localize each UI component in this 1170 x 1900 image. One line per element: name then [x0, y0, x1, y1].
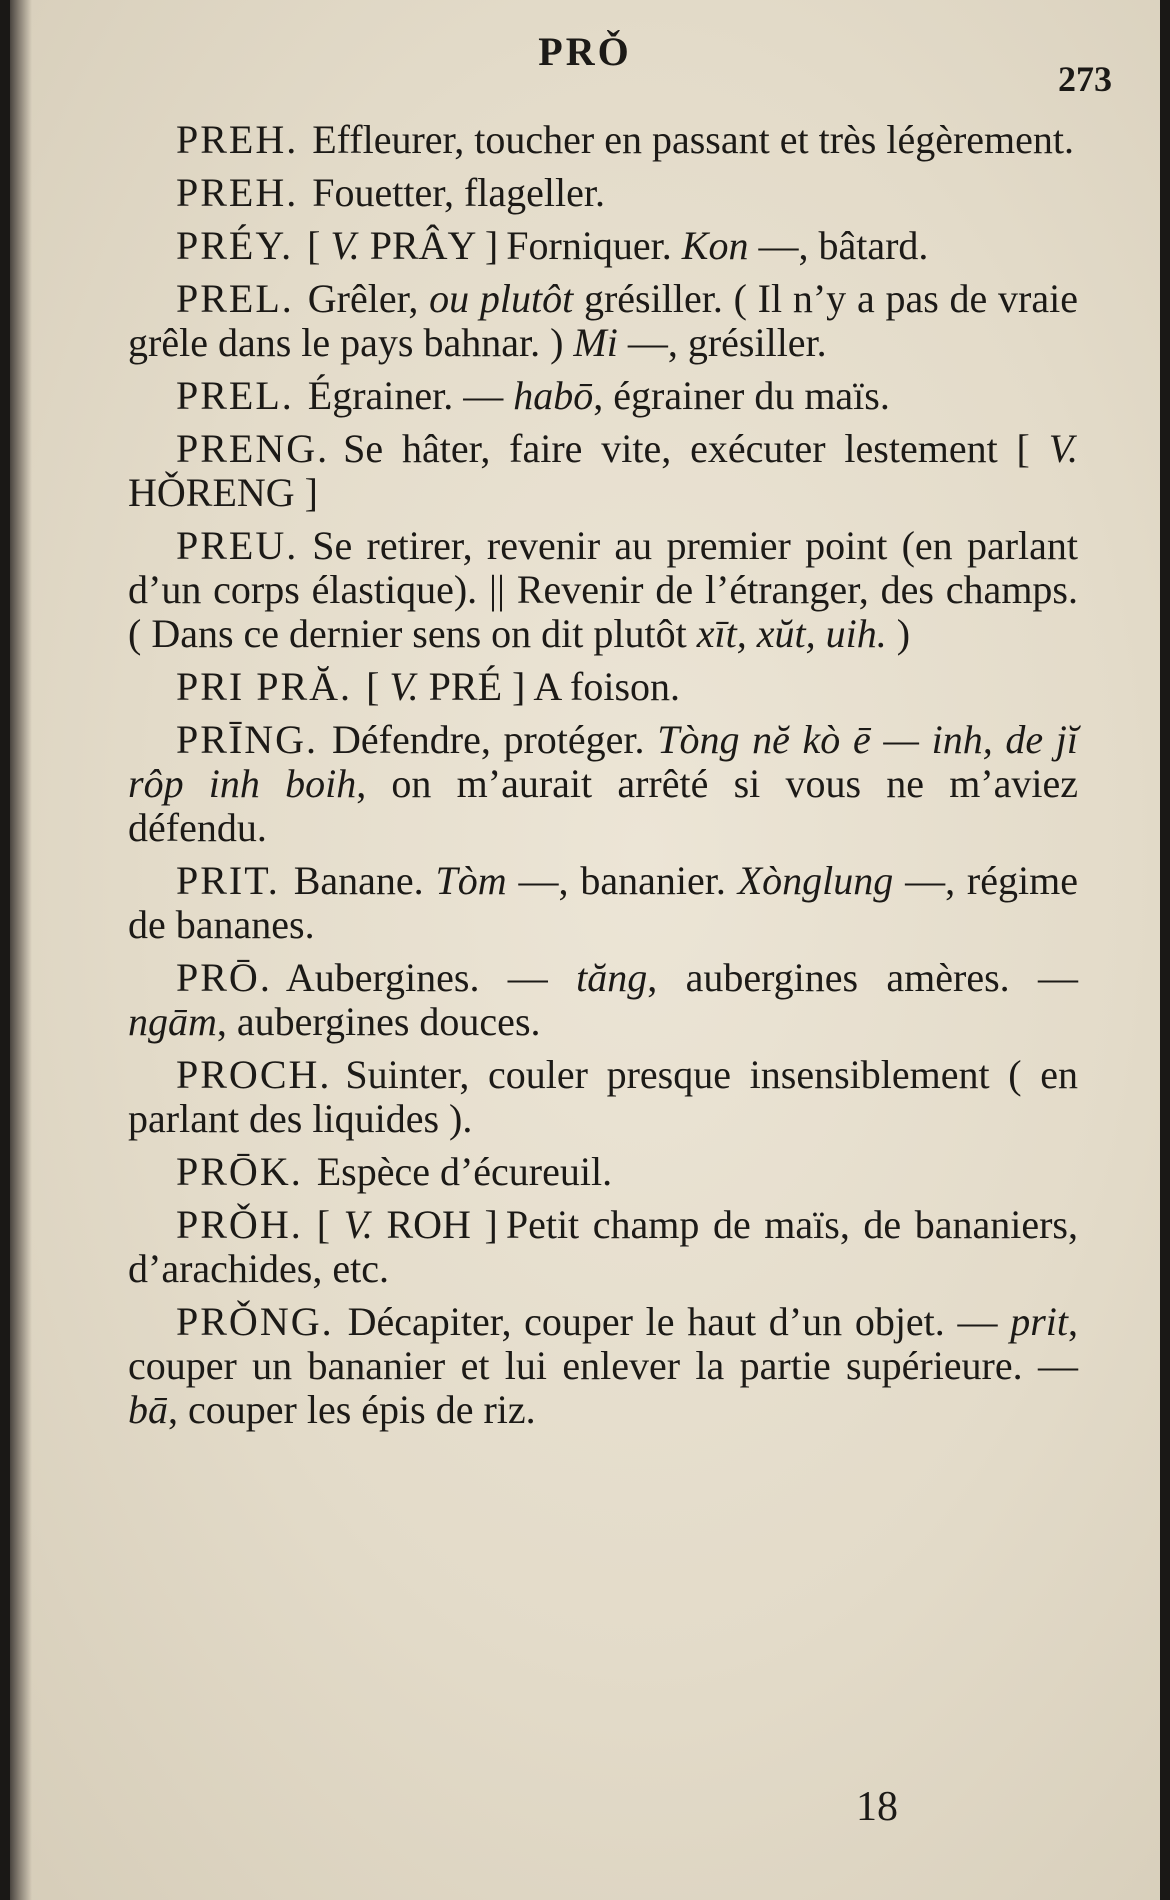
definition-text: , aubergines amères. —: [647, 955, 1078, 1000]
definition-text: Se retirer, revenir au premier point (en parlant d’un corps élastique). || Revenir de l’étranger, des champs. ( Dans ce dernier sens on dit plutôt: [128, 523, 1078, 656]
definition-text: Aubergines. —: [285, 955, 577, 1000]
dictionary-entry: [128, 1150, 1078, 1194]
entry-headword: PREU.: [176, 523, 299, 568]
entry-headword: PRǑH.: [176, 1202, 303, 1247]
dictionary-entry: [128, 118, 1078, 162]
definition-text: Suinter, couler presque insensiblement ( en parlant des liquides ).: [128, 1052, 1078, 1141]
definition-text: —, bâtard.: [748, 223, 929, 268]
bahnar-example: prit: [1010, 1299, 1068, 1344]
bahnar-example: Mi: [573, 320, 618, 365]
definition-text: grésiller. ( Il n’y a pas de vraie grêle dans le pays bahnar. ): [128, 276, 1078, 365]
bahnar-example: Kon: [681, 223, 749, 268]
entry-headword: PRĪNG.: [176, 717, 319, 762]
dictionary-entry: [128, 718, 1078, 850]
entry-cross-reference: [ V. PRÉ ]: [366, 664, 526, 709]
bahnar-example: ou plutôt: [429, 276, 574, 321]
definition-text: Égrainer. —: [307, 373, 514, 418]
entry-headword: PRIT.: [176, 858, 280, 903]
entry-headword: PREL.: [176, 276, 294, 321]
running-head: PRǑ: [538, 29, 632, 74]
dictionary-entry: [128, 427, 1078, 515]
definition-text: HǑRENG ]: [128, 470, 318, 515]
definition-text: Fouetter, flageller.: [312, 170, 605, 215]
definition-text: Espèce d’écureuil.: [316, 1149, 613, 1194]
bahnar-example: Xònglung: [737, 858, 894, 903]
definition-text: , couper un bananier et lui enlever la partie supérieure. —: [128, 1299, 1078, 1388]
dictionary-entry: [128, 665, 1078, 709]
bahnar-example: xīt, xŭt, uih.: [696, 611, 887, 656]
dictionary-entry: [128, 374, 1078, 418]
signature-number: 18: [856, 1784, 898, 1830]
dictionary-entry: [128, 1053, 1078, 1141]
definition-text: , on m’aurait arrêté si vous ne m’aviez défendu.: [128, 761, 1079, 850]
entry-headword: PRI PRĂ.: [176, 664, 353, 709]
entry-cross-reference: [ V. PRÂY ]: [307, 223, 499, 268]
dictionary-page: [10, 0, 1160, 1900]
entry-headword: PRŌ.: [176, 955, 272, 1000]
entry-headword: PREH.: [176, 117, 299, 162]
definition-text: Forniquer.: [506, 223, 682, 268]
definition-text: , couper les épis de riz.: [168, 1387, 536, 1432]
entry-cross-reference: [ V. ROH ]: [316, 1202, 498, 1247]
entry-list: [128, 118, 1078, 1441]
definition-text: Banane.: [293, 858, 436, 903]
definition-text: —, grésiller.: [617, 320, 827, 365]
definition-text: —, bananier.: [506, 858, 738, 903]
book-spine-shadow: [10, 0, 32, 1900]
dictionary-entry: [128, 956, 1078, 1044]
dictionary-entry: [128, 171, 1078, 215]
entry-headword: PREL.: [176, 373, 294, 418]
bahnar-example: bā: [128, 1387, 168, 1432]
dictionary-entry: [128, 524, 1078, 656]
bahnar-example: tăng: [576, 955, 648, 1000]
definition-text: Décapiter, couper le haut d’un objet. —: [347, 1299, 1011, 1344]
definition-text: Grêler,: [307, 276, 430, 321]
entry-headword: PREH.: [176, 170, 299, 215]
bahnar-example: ngām: [128, 999, 217, 1044]
bahnar-example: Tòng nĕ kò ē — inh, de jĭ rôp inh boih: [128, 717, 1079, 806]
entry-headword: PRÉY.: [176, 223, 294, 268]
entry-headword: PRǑNG.: [176, 1299, 334, 1344]
definition-text: Petit champ de maïs, de bananiers, d’arachides, etc.: [128, 1202, 1078, 1291]
dictionary-entry: [128, 277, 1078, 365]
cross-reference-word: ROH: [386, 1202, 471, 1247]
dictionary-entry: [128, 859, 1078, 947]
entry-headword: PRŌK.: [176, 1149, 303, 1194]
dictionary-entry: [128, 1300, 1078, 1432]
definition-text: , aubergines douces.: [216, 999, 541, 1044]
definition-text: Défendre, protéger.: [332, 717, 658, 762]
page-number: 273: [1058, 59, 1112, 99]
dictionary-entry: [128, 224, 1078, 268]
entry-headword: PROCH.: [176, 1052, 332, 1097]
definition-text: —, régime de bananes.: [128, 858, 1078, 947]
dictionary-entry: [128, 1203, 1078, 1291]
definition-text: Se hâter, faire vite, exécuter lestement [: [343, 426, 1049, 471]
definition-text: A foison.: [533, 664, 681, 709]
cross-reference-word: PRÉ: [428, 664, 503, 709]
entry-headword: PRENG.: [176, 426, 330, 471]
bahnar-example: habō: [513, 373, 594, 418]
definition-text: ): [886, 611, 911, 656]
bahnar-example: Tòm: [435, 858, 507, 903]
cross-reference-word: PRÂY: [369, 223, 475, 268]
definition-text: Effleurer, toucher en passant et très légèrement.: [312, 117, 1075, 162]
bahnar-example: V.: [1048, 426, 1078, 471]
definition-text: , égrainer du maïs.: [593, 373, 890, 418]
